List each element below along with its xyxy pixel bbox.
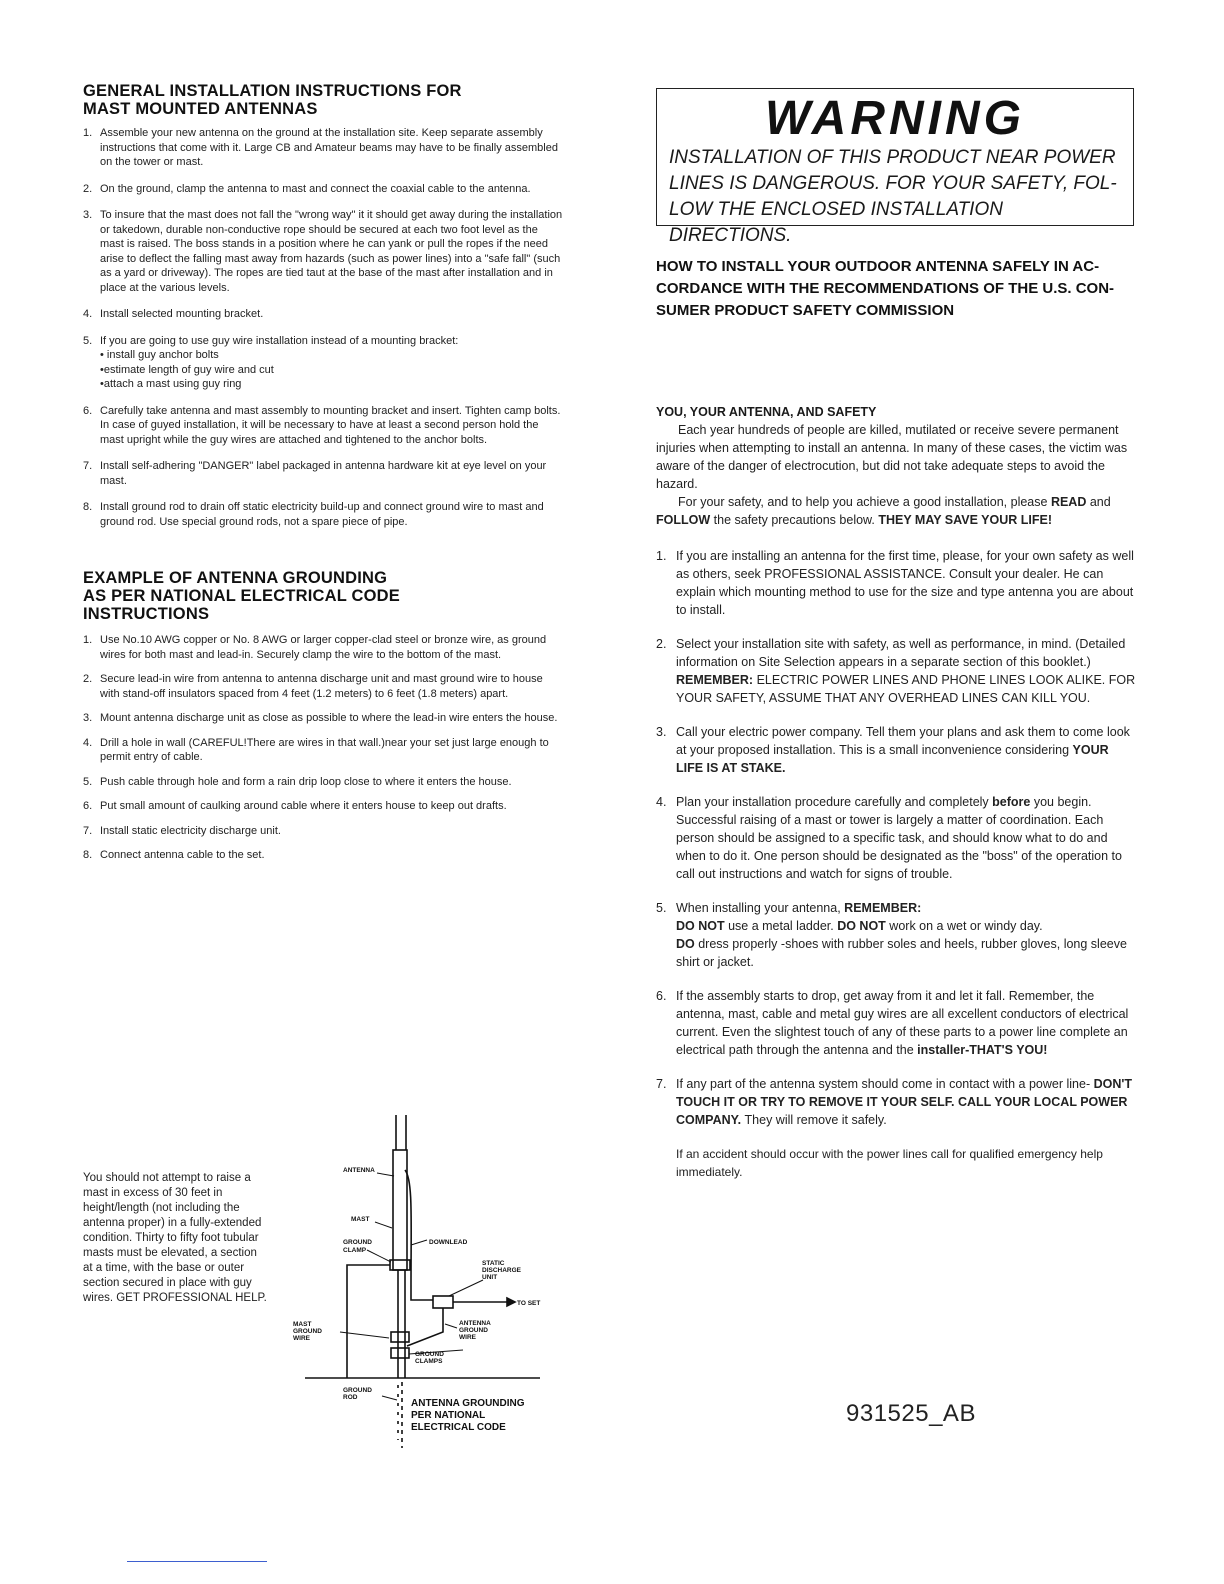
step-text: Install self-adhering "DANGER" label packaged in antenna hardware kit at eye level on your mast.	[100, 460, 547, 487]
safety-step-1	[656, 547, 1136, 619]
step-tail: ELECTRIC POWER LINES AND PHONE LINES LOOK ALIKE. FOR YOUR SAFETY, ASSUME THAT ANY OVERHEAD LINES CAN KILL YOU.	[676, 673, 1136, 705]
step-number: 3.	[83, 712, 93, 724]
safety-step-6	[656, 987, 1136, 1059]
step-text: If you are going to use guy wire installation instead of a mounting bracket:	[100, 334, 459, 347]
step-text: Install selected mounting bracket.	[100, 308, 264, 320]
step-number: 6.	[83, 404, 93, 417]
safety-step-5: 5. When installing your antenna, REMEMBER: DO NOT use a metal ladder. DO NOT work on a wet or windy day. DO dress properly -shoes with rubber soles and heels, rubber gloves, long sleeve shirt or jacket.	[656, 901, 1127, 969]
step-number: 6.	[83, 800, 93, 812]
grounding-step-2	[83, 672, 563, 701]
warning-title: WARNING	[765, 92, 1025, 145]
grounding-heading-line2: AS PER NATIONAL ELECTRICAL CODE	[83, 587, 400, 605]
step-bullet: •attach a mast using guy ring	[100, 378, 242, 390]
label-antenna: ANTENNA	[343, 1167, 375, 1174]
step-number: 8.	[83, 501, 93, 513]
step-number: 3.	[83, 209, 93, 221]
warning-line2: LINES IS DANGEROUS. FOR YOUR SAFETY, FOL-	[669, 173, 1117, 194]
label-antenna-ground-2: GROUND	[459, 1327, 488, 1334]
general-step-1	[83, 126, 563, 170]
grounding-heading-line1: EXAMPLE OF ANTENNA GROUNDING	[83, 569, 388, 587]
general-step-7	[83, 459, 563, 488]
howto-line2: CORDANCE WITH THE RECOMMENDATIONS OF THE U.S. CON-	[656, 280, 1115, 297]
label-antenna-ground-3: WIRE	[459, 1334, 476, 1341]
step-number: 3.	[656, 725, 667, 739]
general-step-3	[83, 208, 563, 295]
step-number: 1.	[83, 634, 93, 646]
step-text: Install ground rod to drain off static electricity build-up and connect ground wire to mast and ground rod. Use special ground rods, not a spare piece of pipe.	[100, 501, 544, 528]
step-number: 7.	[656, 1077, 667, 1091]
mast-body	[393, 1150, 407, 1270]
step-number: 4.	[83, 736, 93, 749]
label-downlead: DOWNLEAD	[429, 1239, 468, 1246]
to-set-arrow	[507, 1298, 515, 1306]
static-discharge-unit	[433, 1296, 453, 1308]
step-bullet: • install guy anchor bolts	[100, 349, 219, 361]
ground-clamps	[391, 1332, 409, 1342]
step-text: On the ground, clamp the antenna to mast and connect the coaxial cable to the antenna.	[100, 182, 531, 195]
diagram-caption-1: ANTENNA GROUNDING	[411, 1398, 525, 1409]
label-antenna-ground-1: ANTENNA	[459, 1320, 491, 1327]
grounding-step-4	[83, 736, 563, 765]
step-text: Mount antenna discharge unit as close as possible to where the lead-in wire enters the house.	[100, 712, 558, 724]
mast-caution-note: You should not attempt to raise a mast in excess of 30 feet in height/length (not including the antenna proper) in a fully-extended condition. Thirty to fifty foot tubular masts must be elevated, a section at a time, with the base or outer section secured in place with guy wires. GET PROFESSIONAL HELP.	[83, 1172, 267, 1304]
safety-step-4	[656, 793, 1136, 883]
label-mast-ground-3: WIRE	[293, 1335, 310, 1342]
grounding-step-1	[83, 633, 563, 662]
howto-heading	[656, 256, 1136, 322]
step-text: If any part of the antenna system should come in contact with a power line-	[676, 1077, 1094, 1091]
general-heading-line2: MAST MOUNTED ANTENNAS	[83, 100, 318, 118]
warning-box	[656, 88, 1134, 246]
step-text: Select your installation site with safety, as well as performance, in mind. (Detailed information on Site Selection appears in a separate section of this booklet.)	[676, 637, 1126, 669]
step-text: Secure lead-in wire from antenna to antenna discharge unit and mast ground wire to house with stand-off insulators spaced from 4 feet (1.2 meters) to 6 feet (1.8 meters) apart.	[100, 673, 543, 700]
step-bullet: •estimate length of guy wire and cut	[100, 363, 274, 376]
general-heading	[83, 82, 563, 118]
step-number: 2.	[83, 182, 93, 195]
step-emphasis: YOUR LIFE IS AT STAKE.	[676, 743, 1109, 775]
general-step-5	[83, 334, 563, 392]
step-tail: you begin. Successful raising of a mast or tower is largely a matter of coordination. Each person should be assigned to a specific task, and should know what to do and when to do it. One person should be designated as the "boss" of the operation to call out instructions and watch for signs of trouble.	[676, 795, 1122, 881]
general-step-2	[83, 182, 563, 197]
label-ground-clamps-2: CLAMPS	[415, 1358, 443, 1365]
safety-step-3	[656, 723, 1136, 777]
step-number: 4.	[83, 308, 93, 320]
step-text: Use No.10 AWG copper or No. 8 AWG or larger copper-clad steel or bronze wire, as ground wires for both mast and lead-in. Securely clamp the wire to the bottom of the mast.	[100, 634, 547, 661]
safety-step-2	[656, 635, 1136, 707]
label-mast-ground-2: GROUND	[293, 1328, 322, 1335]
step-number: 7.	[83, 824, 93, 837]
label-ground-clamp-1: GROUND	[343, 1239, 372, 1246]
step-text: Put small amount of caulking around cable where it enters house to keep out drafts.	[100, 800, 507, 812]
step-number: 5.	[83, 334, 93, 347]
general-step-4	[83, 307, 563, 322]
howto-line1: HOW TO INSTALL YOUR OUTDOOR ANTENNA SAFELY IN AC-	[656, 258, 1100, 275]
safety-step-7	[656, 1075, 1136, 1129]
right-column	[656, 88, 1136, 1181]
step-text: To insure that the mast does not fall the "wrong way" it it should get away during the installation or takedown, durable non-conductive rope should be secured at each two foot level as the mast is raised. The boss stands in a position where he can yank or pull the ropes if the need arise to deflect the falling mast away from hazards (such as power lines) into a "safe fall" (such as a yard or driveway). The ropes are tied taut at the base of the mast after installation and in place at the various levels.	[100, 209, 563, 294]
label-to-set: TO SET	[517, 1300, 541, 1307]
step-text: Install static electricity discharge unit.	[100, 824, 281, 837]
step-text: Drill a hole in wall (CAREFUL!There are wires in that wall.)near your set just large enough to permit entry of cable.	[100, 736, 549, 763]
step-number: 5.	[83, 775, 93, 788]
label-static-1: STATIC	[482, 1260, 505, 1267]
general-heading-line1: GENERAL INSTALLATION INSTRUCTIONS FOR	[83, 82, 462, 100]
step-text: If the assembly starts to drop, get away from it and let it fall. Remember, the antenna, mast, cable and metal guy wires are all excellent conductors of electrical current. Even the slightest touch of any of these parts to a power line complete an electrical path through the antenna and the	[676, 989, 1129, 1057]
grounding-step-8	[83, 848, 563, 863]
step-text: Push cable through hole and form a rain drip loop close to where it enters the house.	[100, 775, 512, 788]
document-code: 931525_AB	[846, 1400, 976, 1427]
step-text: Call your electric power company. Tell them your plans and ask them to come look at your proposed installation. This is a small inconvenience considering	[676, 725, 1130, 757]
step-text: Carefully take antenna and mast assembly to mounting bracket and insert. Tighten camp bolts. In case of guyed installation, it will be necessary to have at least a second person hold the mast upright while the guy wires are attached and tightened to the anchor bolts.	[100, 404, 561, 446]
label-ground-rod-2: ROD	[343, 1394, 358, 1401]
warning-line1: INSTALLATION OF THIS PRODUCT NEAR POWER	[669, 147, 1116, 168]
step-number: 1.	[656, 549, 667, 563]
step-text: When installing your antenna,	[676, 901, 845, 915]
step-emphasis: installer-THAT'S YOU!	[917, 1043, 1048, 1057]
grounding-diagram	[285, 1110, 575, 1450]
label-ground-clamps-1: GROUND	[415, 1351, 444, 1358]
label-ground-rod-1: GROUND	[343, 1387, 372, 1394]
safety-title: YOU, YOUR ANTENNA, AND SAFETY	[656, 405, 877, 419]
step-text: If you are installing an antenna for the first time, please, for your own safety as well as others, seek PROFESSIONAL ASSISTANCE. Consult your dealer. He can explain which mounting method to use for the size and type antenna you are about to install.	[676, 549, 1134, 617]
grounding-step-3	[83, 711, 563, 726]
step-number: 5.	[656, 901, 667, 915]
step-emphasis: REMEMBER:	[676, 673, 757, 687]
antenna-ground-wire	[407, 1308, 443, 1346]
step-number: 1.	[83, 127, 93, 139]
grounding-step-5	[83, 775, 563, 790]
step-emphasis: before	[992, 795, 1034, 809]
howto-line3: SUMER PRODUCT SAFETY COMMISSION	[656, 302, 955, 319]
step-text: Assemble your new antenna on the ground at the installation site. Keep separate assembly instructions that come with it. Large CB and Amateur beams may have to be finally assembled on the tower or mast.	[100, 127, 558, 168]
step-emphasis: DON'T TOUCH IT OR TRY TO REMOVE IT YOUR SELF. CALL YOUR LOCAL POWER COMPANY.	[676, 1077, 1132, 1127]
step-emphasis: REMEMBER:	[844, 901, 922, 915]
label-mast: MAST	[351, 1216, 370, 1223]
general-steps-list	[83, 126, 563, 529]
step-number: 8.	[83, 849, 93, 861]
safety-para-1: Each year hundreds of people are killed, mutilated or receive severe permanent injuries when attempting to install an antenna. In many of these cases, the victim was aware of the danger of electrocution, but did not take adequate steps to avoid the hazard.	[656, 423, 1128, 491]
step-number: 6.	[656, 989, 667, 1003]
downlead-wire	[405, 1170, 433, 1300]
step-text: Connect antenna cable to the set.	[100, 849, 265, 861]
warning-text	[665, 145, 1125, 249]
closing-note: If an accident should occur with the power lines call for qualified emergency help immediately.	[676, 1147, 1103, 1179]
general-step-6	[83, 404, 563, 448]
step-number: 2.	[656, 637, 667, 651]
grounding-steps-list	[83, 633, 563, 863]
warning-line3: LOW THE ENCLOSED INSTALLATION DIRECTIONS.	[669, 199, 1003, 246]
step-number: 7.	[83, 460, 93, 472]
ground-clamps-lower	[391, 1348, 409, 1358]
label-static-3: UNIT	[482, 1274, 498, 1281]
diagram-caption-3: ELECTRICAL CODE	[411, 1422, 506, 1433]
grounding-step-7	[83, 824, 563, 839]
safety-steps-list	[656, 547, 1136, 1129]
step-number: 2.	[83, 673, 93, 685]
diagram-caption-2: PER NATIONAL	[411, 1410, 486, 1421]
left-column	[83, 82, 563, 873]
label-mast-ground-1: MAST	[293, 1321, 312, 1328]
grounding-step-6	[83, 799, 563, 814]
label-static-2: DISCHARGE	[482, 1267, 522, 1274]
step-number: 4.	[656, 795, 667, 809]
bottom-rule	[127, 1561, 267, 1562]
label-ground-clamp-2: CLAMP	[343, 1247, 367, 1254]
grounding-heading	[83, 569, 563, 623]
grounding-heading-line3: INSTRUCTIONS	[83, 605, 210, 623]
step-tail: They will remove it safely.	[744, 1113, 887, 1127]
mast-ground-wire	[347, 1265, 390, 1378]
step-text: Plan your installation procedure carefully and completely	[676, 795, 993, 809]
general-step-8	[83, 500, 563, 529]
safety-para-2: For your safety, and to help you achieve a good installation, please READ and FOLLOW the safety precautions below. THEY MAY SAVE YOUR LIFE!	[656, 495, 1111, 527]
